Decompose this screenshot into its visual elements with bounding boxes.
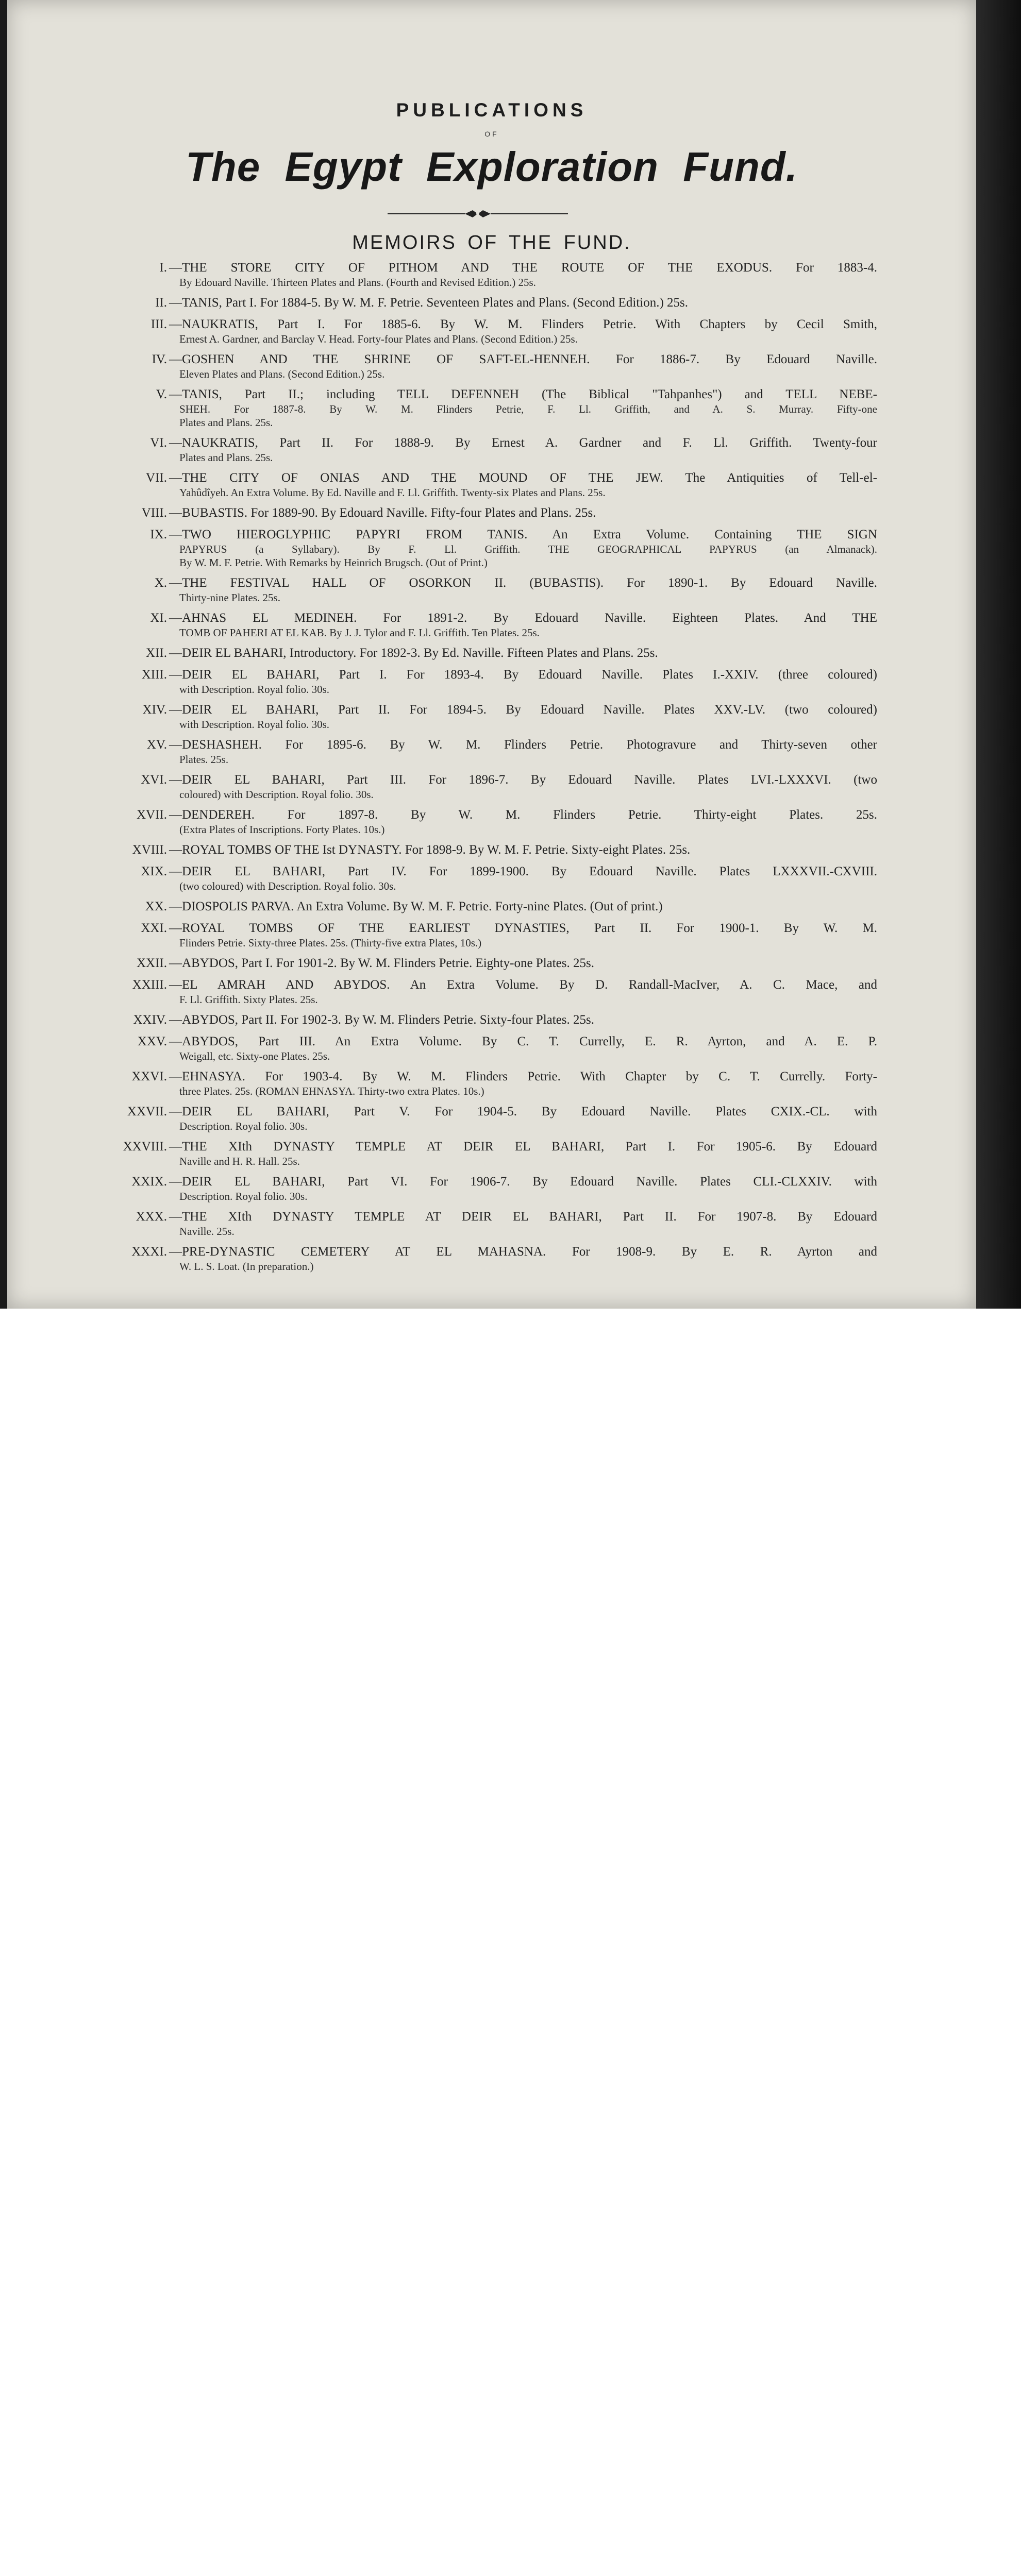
- memoir-title-line: —NAUKRATIS, Part II. For 1888-9. By Ernest A. Gardner and F. Ll. Griffith. Twenty-four: [169, 436, 877, 450]
- page-sheet: [7, 0, 976, 1309]
- memoir-detail-line: Naville. 25s.: [179, 1225, 235, 1238]
- memoir-number: XI.: [150, 611, 167, 625]
- memoir-number: XXVIII.: [123, 1140, 167, 1154]
- memoir-title-line: —DESHASHEH. For 1895-6. By W. M. Flinders Petrie. Photogravure and Thirty-seven other: [169, 738, 877, 752]
- memoir-number: I.: [159, 261, 167, 275]
- memoir-detail-line: Ernest A. Gardner, and Barclay V. Head. Forty-four Plates and Plans. (Second Edition.) 25s.: [179, 333, 578, 345]
- memoir-detail-line: TOMB OF PAHERI AT EL KAB. By J. J. Tylor and F. Ll. Griffith. Ten Plates. 25s.: [179, 626, 540, 639]
- memoir-number: III.: [150, 317, 167, 331]
- memoir-title-line: —THE XIth DYNASTY TEMPLE AT DEIR EL BAHARI, Part I. For 1905-6. By Edouard: [169, 1140, 877, 1154]
- memoir-number: XXXI.: [131, 1245, 167, 1259]
- memoir-title-line: —THE FESTIVAL HALL OF OSORKON II. (BUBASTIS). For 1890-1. By Edouard Naville.: [169, 576, 877, 590]
- memoir-title-line: —DEIR EL BAHARI, Part II. For 1894-5. By Edouard Naville. Plates XXV.-LV. (two coloured): [169, 703, 877, 717]
- memoir-detail-line: By W. M. F. Petrie. With Remarks by Heinrich Brugsch. (Out of Print.): [179, 556, 488, 569]
- memoir-number: XVI.: [141, 773, 167, 787]
- memoir-title-line: —DIOSPOLIS PARVA. An Extra Volume. By W. M. F. Petrie. Forty-nine Plates. (Out of print.): [169, 900, 663, 913]
- memoir-title-line: —PRE-DYNASTIC CEMETERY AT EL MAHASNA. For 1908-9. By E. R. Ayrton and: [169, 1245, 877, 1259]
- memoir-detail-line: Plates. 25s.: [179, 753, 229, 766]
- memoir-title-line: —AHNAS EL MEDINEH. For 1891-2. By Edouard Naville. Eighteen Plates. And THE: [169, 611, 877, 625]
- memoir-title-line: —ABYDOS, Part III. An Extra Volume. By C. T. Currelly, E. R. Ayrton, and A. E. P.: [169, 1035, 877, 1048]
- memoir-detail-line: W. L. S. Loat. (In preparation.): [179, 1260, 314, 1273]
- memoir-number: VIII.: [141, 506, 167, 520]
- memoir-title-line: —THE XIth DYNASTY TEMPLE AT DEIR EL BAHARI, Part II. For 1907-8. By Edouard: [169, 1210, 877, 1224]
- memoir-detail-line: Weigall, etc. Sixty-one Plates. 25s.: [179, 1050, 330, 1062]
- memoir-number: XXI.: [141, 921, 167, 935]
- memoir-title-line: —ABYDOS, Part II. For 1902-3. By W. M. Flinders Petrie. Sixty-four Plates. 25s.: [169, 1013, 594, 1027]
- memoir-detail-line: three Plates. 25s. (ROMAN EHNASYA. Thirty-two extra Plates. 10s.): [179, 1085, 484, 1097]
- book-spine-edge: [976, 0, 1021, 1309]
- memoir-number: IX.: [150, 528, 167, 541]
- memoir-number: XXX.: [136, 1210, 167, 1224]
- memoir-number: XV.: [146, 738, 167, 752]
- memoir-number: XVII.: [136, 808, 167, 822]
- memoir-number: XXV.: [137, 1035, 167, 1048]
- memoir-detail-line: PAPYRUS (a Syllabary). By F. Ll. Griffith. THE GEOGRAPHICAL PAPYRUS (an Almanack).: [179, 543, 877, 555]
- memoir-detail-line: Yahûdîyeh. An Extra Volume. By Ed. Naville and F. Ll. Griffith. Twenty-six Plates and Plans. 25s.: [179, 486, 606, 499]
- memoir-title-line: —NAUKRATIS, Part I. For 1885-6. By W. M. Flinders Petrie. With Chapters by Cecil Smith,: [169, 317, 877, 331]
- memoir-number: X.: [154, 576, 167, 590]
- memoir-title-line: —ABYDOS, Part I. For 1901-2. By W. M. Flinders Petrie. Eighty-one Plates. 25s.: [169, 956, 594, 970]
- memoir-title-line: —ROYAL TOMBS OF THE EARLIEST DYNASTIES, Part II. For 1900-1. By W. M.: [169, 921, 877, 935]
- memoir-title-line: —DEIR EL BAHARI, Part IV. For 1899-1900. By Edouard Naville. Plates LXXXVII.-CXVIII.: [169, 865, 877, 878]
- memoir-title-line: —TWO HIEROGLYPHIC PAPYRI FROM TANIS. An Extra Volume. Containing THE SIGN: [169, 528, 877, 541]
- memoir-detail-line: coloured) with Description. Royal folio. 30s.: [179, 788, 374, 801]
- memoir-number: XXVI.: [131, 1070, 167, 1083]
- page-title: The Egypt Exploration Fund.: [186, 144, 798, 190]
- ornament-divider-icon: [388, 206, 568, 222]
- memoir-title-line: —TANIS, Part II.; including TELL DEFENNEH (The Biblical "Tahpanhes") and TELL NEBE-: [169, 387, 877, 401]
- memoir-title-line: —THE STORE CITY OF PITHOM AND THE ROUTE OF THE EXODUS. For 1883-4.: [169, 261, 877, 275]
- memoir-title-line: —EHNASYA. For 1903-4. By W. M. Flinders Petrie. With Chapter by C. T. Currelly. Forty-: [169, 1070, 877, 1083]
- memoir-detail-line: Eleven Plates and Plans. (Second Edition.) 25s.: [179, 368, 385, 380]
- memoir-number: XX.: [145, 900, 167, 913]
- memoir-title-line: —EL AMRAH AND ABYDOS. An Extra Volume. By D. Randall-MacIver, A. C. Mace, and: [169, 978, 877, 992]
- memoir-detail-line: SHEH. For 1887-8. By W. M. Flinders Petrie, F. Ll. Griffith, and A. S. Murray. Fifty-one: [179, 403, 877, 415]
- memoir-title-line: —DEIR EL BAHARI, Part VI. For 1906-7. By Edouard Naville. Plates CLI.-CLXXIV. with: [169, 1175, 877, 1189]
- memoir-title-line: —DEIR EL BAHARI, Introductory. For 1892-3. By Ed. Naville. Fifteen Plates and Plans. 25s.: [169, 646, 658, 660]
- memoir-number: XXIII.: [132, 978, 167, 992]
- memoir-number: II.: [155, 296, 167, 310]
- memoir-detail-line: Flinders Petrie. Sixty-three Plates. 25s. (Thirty-five extra Plates, 10s.): [179, 937, 482, 949]
- memoir-detail-line: By Edouard Naville. Thirteen Plates and Plans. (Fourth and Revised Edition.) 25s.: [179, 276, 536, 289]
- memoir-detail-line: Naville and H. R. Hall. 25s.: [179, 1155, 300, 1167]
- memoir-number: XXII.: [136, 956, 167, 970]
- memoir-detail-line: (two coloured) with Description. Royal folio. 30s.: [179, 880, 396, 892]
- memoir-number: XVIII.: [132, 843, 167, 857]
- memoir-title-line: —DEIR EL BAHARI, Part I. For 1893-4. By Edouard Naville. Plates I.-XXIV. (three coloured): [169, 668, 877, 682]
- memoir-title-line: —BUBASTIS. For 1889-90. By Edouard Naville. Fifty-four Plates and Plans. 25s.: [169, 506, 596, 520]
- memoir-detail-line: Plates and Plans. 25s.: [179, 416, 273, 429]
- section-heading: MEMOIRS OF THE FUND.: [352, 232, 631, 253]
- memoir-detail-line: Description. Royal folio. 30s.: [179, 1190, 308, 1202]
- memoir-number: VII.: [146, 471, 167, 485]
- memoir-title-line: —DENDEREH. For 1897-8. By W. M. Flinders Petrie. Thirty-eight Plates. 25s.: [169, 808, 877, 822]
- memoir-detail-line: Description. Royal folio. 30s.: [179, 1120, 308, 1132]
- memoir-detail-line: Thirty-nine Plates. 25s.: [179, 591, 280, 604]
- memoir-title-line: —ROYAL TOMBS OF THE Ist DYNASTY. For 1898-9. By W. M. F. Petrie. Sixty-eight Plates. 25s.: [169, 843, 691, 857]
- viewer-footer: [0, 1309, 1021, 1386]
- memoir-number: XII.: [146, 646, 167, 660]
- memoir-title-line: —TANIS, Part I. For 1884-5. By W. M. F. Petrie. Seventeen Plates and Plans. (Second Edition.) 25s.: [169, 296, 689, 310]
- memoir-detail-line: (Extra Plates of Inscriptions. Forty Plates. 10s.): [179, 823, 385, 836]
- memoir-number: XIV.: [142, 703, 167, 717]
- memoir-title-line: —THE CITY OF ONIAS AND THE MOUND OF THE JEW. The Antiquities of Tell-el-: [169, 471, 877, 485]
- memoir-detail-line: with Description. Royal folio. 30s.: [179, 683, 330, 696]
- memoir-title-line: —DEIR EL BAHARI, Part III. For 1896-7. By Edouard Naville. Plates LVI.-LXXXVI. (two: [169, 773, 877, 787]
- memoir-number: VI.: [150, 436, 167, 450]
- memoir-detail-line: Plates and Plans. 25s.: [179, 451, 273, 464]
- of-label: OF: [484, 130, 499, 138]
- memoir-detail-line: with Description. Royal folio. 30s.: [179, 718, 330, 731]
- memoir-number: XIX.: [141, 865, 167, 878]
- memoir-title-line: —GOSHEN AND THE SHRINE OF SAFT-EL-HENNEH. For 1886-7. By Edouard Naville.: [169, 352, 877, 366]
- memoir-number: IV.: [152, 352, 167, 366]
- memoir-detail-line: F. Ll. Griffith. Sixty Plates. 25s.: [179, 993, 318, 1006]
- memoir-number: XIII.: [141, 668, 167, 682]
- memoir-number: V.: [156, 387, 167, 401]
- memoir-number: XXVII.: [127, 1105, 167, 1118]
- memoir-number: XXIX.: [131, 1175, 167, 1189]
- memoir-title-line: —DEIR EL BAHARI, Part V. For 1904-5. By Edouard Naville. Plates CXIX.-CL. with: [169, 1105, 877, 1118]
- memoir-number: XXIV.: [133, 1013, 167, 1027]
- publications-heading: PUBLICATIONS: [396, 99, 588, 121]
